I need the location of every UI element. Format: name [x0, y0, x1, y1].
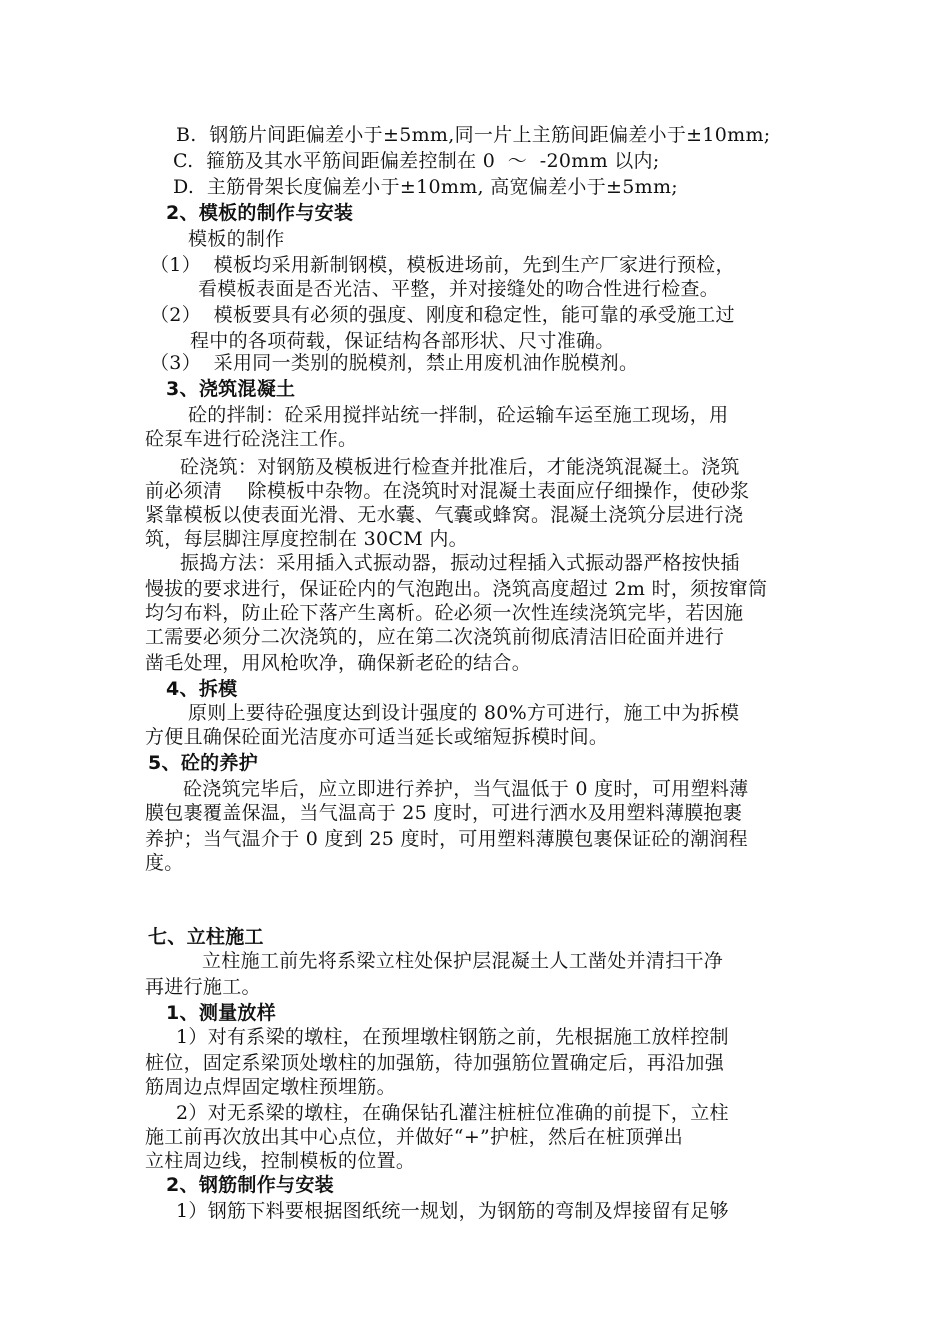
- survey-item-1-cont-1: 桩位，固定系梁顶处墩柱的加强筋，待加强筋位置确定后，再沿加强: [145, 1052, 725, 1074]
- survey-item-2-cont-1: 施工前再次放出其中心点位，并做好“+”护桩，然后在桩顶弹出: [145, 1126, 684, 1148]
- survey-item-2-cont-2: 立柱周边线，控制模板的位置。: [145, 1150, 416, 1172]
- pour-para-1: 砼浇筑：对钢筋及模板进行检查并批准后，才能浇筑混凝土。浇筑: [180, 456, 740, 478]
- formwork-item-2-cont: 程中的各项荷载，保证结构各部形状、尺寸准确。: [190, 330, 615, 352]
- vibration-para-1: 振捣方法：采用插入式振动器，振动过程插入式振动器严格按快插: [180, 552, 740, 574]
- vibration-para-4: 工需要必须分二次浇筑的，应在第二次浇筑前彻底清洁旧砼面并进行: [145, 626, 725, 648]
- formwork-subtitle: 模板的制作: [188, 228, 285, 250]
- pour-para-4: 筑，每层脚注厚度控制在 30CM 内。: [145, 528, 468, 550]
- item-b: B. 钢筋片间距偏差小于±5mm,同一片上主筋间距偏差小于±10mm;: [176, 124, 771, 146]
- item-c: C. 箍筋及其水平筋间距偏差控制在 0 ～ -20mm 以内;: [173, 150, 660, 172]
- curing-para-3: 养护；当气温介于 0 度到 25 度时，可用塑料薄膜包裹保证砼的潮润程: [145, 828, 748, 850]
- survey-item-1-cont-2: 筋周边点焊固定墩柱预埋筋。: [145, 1076, 396, 1098]
- heading-stripping: 4、拆模: [166, 678, 238, 700]
- section-7-intro-2: 再进行施工。: [145, 976, 261, 998]
- mix-para-2: 砼泵车进行砼浇注工作。: [145, 428, 358, 450]
- formwork-item-1: （1） 模板均采用新制钢模，模板进场前，先到生产厂家进行预检，: [150, 254, 735, 276]
- formwork-item-1-cont: 看模板表面是否光洁、平整，并对接缝处的吻合性进行检查。: [198, 278, 720, 300]
- stripping-para-2: 方便且确保砼面光洁度亦可适当延长或缩短拆模时间。: [145, 726, 609, 748]
- survey-item-1: 1）对有系梁的墩柱，在预埋墩柱钢筋之前，先根据施工放样控制: [176, 1026, 729, 1048]
- formwork-item-2: （2） 模板要具有必须的强度、刚度和稳定性，能可靠的承受施工过: [150, 304, 735, 326]
- curing-para-4: 度。: [145, 852, 184, 874]
- section-7-title: 七、立柱施工: [148, 926, 264, 948]
- heading-curing: 5、砼的养护: [148, 752, 259, 774]
- vibration-para-3: 均匀布料，防止砼下落产生离析。砼必须一次性连续浇筑完毕，若因施: [145, 602, 744, 624]
- item-d: D. 主筋骨架长度偏差小于±10mm, 高宽偏差小于±5mm;: [173, 176, 678, 198]
- heading-rebar: 2、钢筋制作与安装: [166, 1174, 334, 1196]
- heading-concrete: 3、浇筑混凝土: [166, 378, 296, 400]
- heading-survey: 1、测量放样: [166, 1002, 277, 1024]
- stripping-para-1: 原则上要待砼强度达到设计强度的 80%方可进行，施工中为拆模: [188, 702, 740, 724]
- mix-para-1: 砼的拌制：砼采用搅拌站统一拌制，砼运输车运至施工现场，用: [188, 404, 729, 426]
- curing-para-1: 砼浇筑完毕后，应立即进行养护，当气温低于 0 度时，可用塑料薄: [183, 778, 749, 800]
- pour-para-3: 紧靠模板以使表面光滑、无水囊、气囊或蜂窝。混凝土浇筑分层进行浇: [145, 504, 744, 526]
- heading-formwork: 2、模板的制作与安装: [166, 202, 354, 224]
- rebar-item-1: 1）钢筋下料要根据图纸统一规划，为钢筋的弯制及焊接留有足够: [176, 1200, 729, 1222]
- section-7-intro-1: 立柱施工前先将系梁立柱处保护层混凝土人工凿处并清扫干净: [202, 950, 724, 972]
- vibration-para-5: 凿毛处理，用风枪吹净，确保新老砼的结合。: [145, 652, 532, 674]
- formwork-item-3: （3） 采用同一类别的脱模剂，禁止用废机油作脱模剂。: [150, 352, 639, 374]
- vibration-para-2: 慢拔的要求进行，保证砼内的气泡跑出。浇筑高度超过 2m 时，须按窜筒: [145, 578, 768, 600]
- curing-para-2: 膜包裹覆盖保温，当气温高于 25 度时，可进行洒水及用塑料薄膜抱裹: [145, 802, 743, 824]
- survey-item-2: 2）对无系梁的墩柱，在确保钻孔灌注桩桩位准确的前提下，立柱: [176, 1102, 729, 1124]
- pour-para-2: 前必须清 除模板中杂物。在浇筑时对混凝土表面应仔细操作，使砂浆: [145, 480, 750, 502]
